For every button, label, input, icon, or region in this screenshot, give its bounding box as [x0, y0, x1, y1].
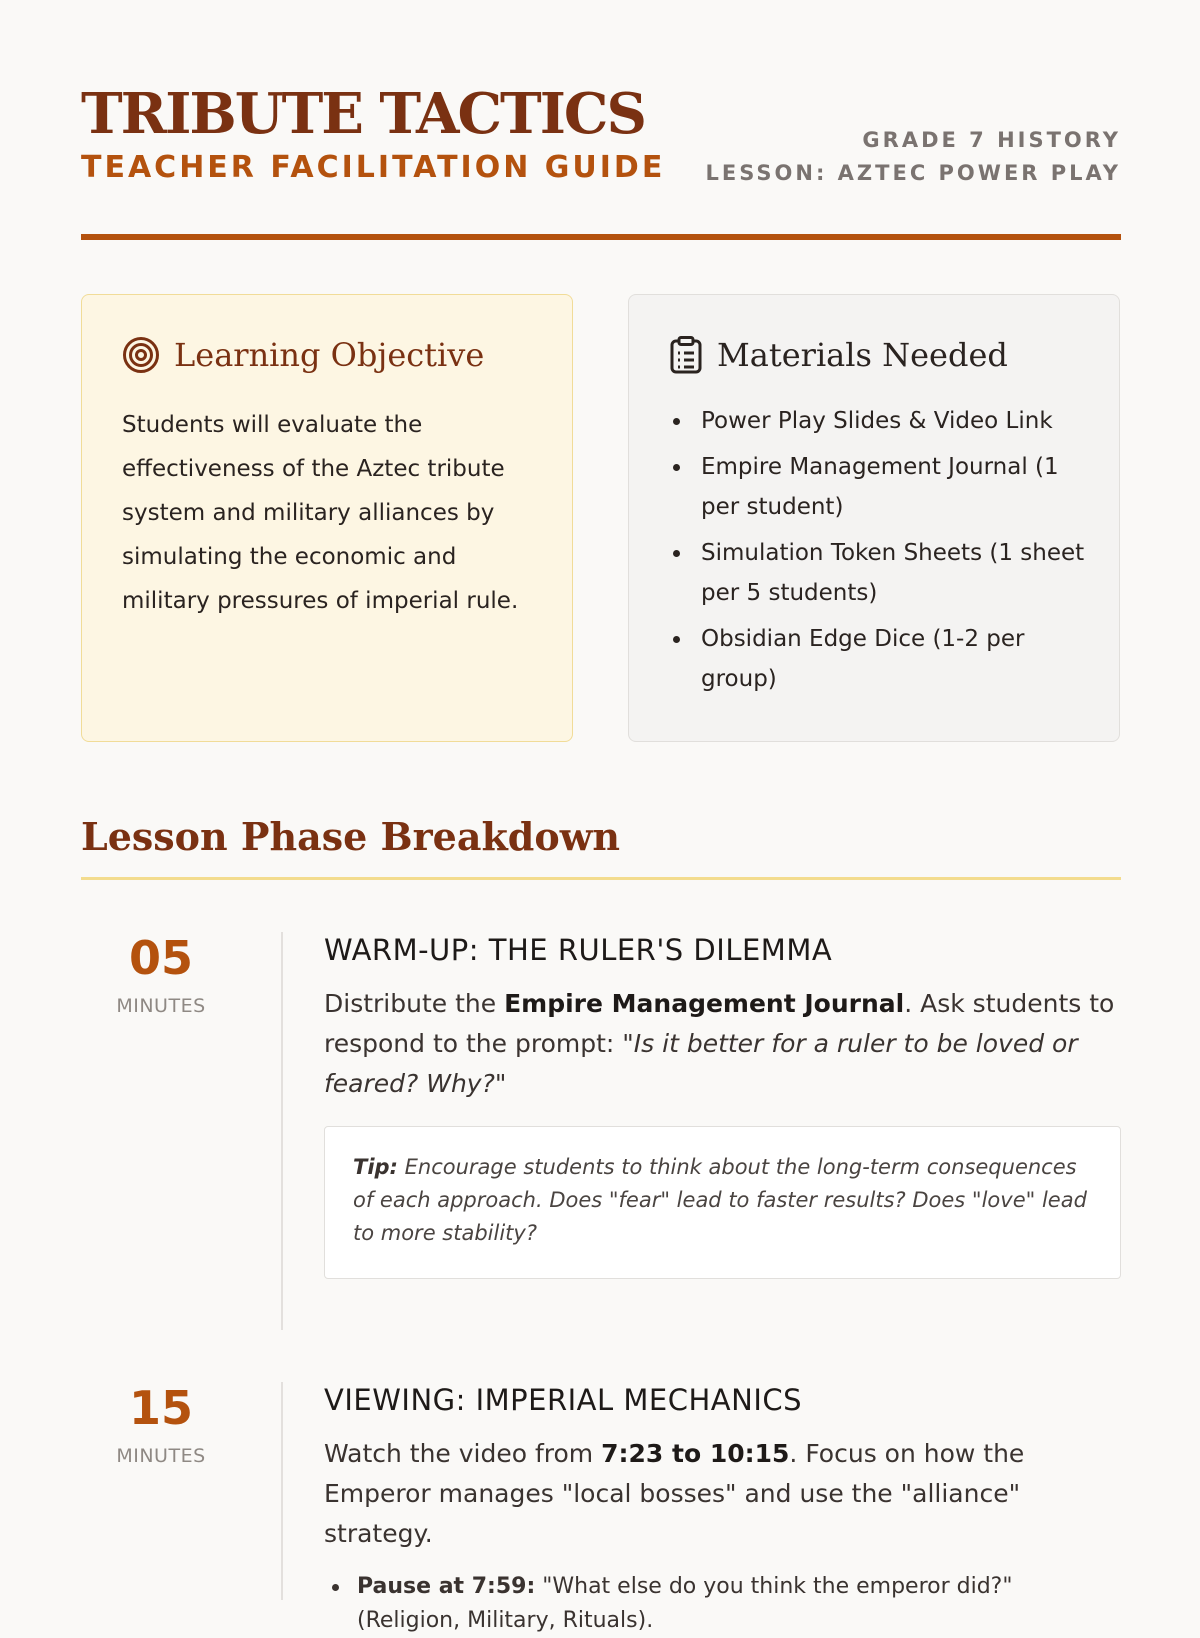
section-divider: [81, 877, 1121, 880]
header-divider: [81, 234, 1121, 240]
list-item: Power Play Slides & Video Link: [701, 401, 1101, 441]
lesson-meta: [706, 124, 1122, 190]
learning-objective-text: Students will evaluate the effectiveness of the Aztec tribute system and military alliances by simulating the economic and military pressures of imperial rule.: [122, 412, 519, 614]
clipboard-icon: [669, 336, 703, 374]
lesson-label: LESSON: AZTEC POWER PLAY: [705, 161, 1121, 185]
phase-text-bold: Empire Management Journal: [504, 989, 905, 1018]
tip-label: Tip:: [353, 1155, 398, 1179]
pause-text: "What else do you think the emperor did?" (Religion, Military, Rituals).: [357, 1574, 1013, 1633]
phase-minutes-label: MINUTES: [116, 1445, 206, 1467]
learning-objective-title: Learning Objective: [174, 336, 485, 374]
phase-prompt-quote: "Is it better for a ruler to be loved or feared? Why?": [324, 1029, 1078, 1098]
phase-text-part: Watch the video from: [324, 1439, 602, 1468]
phase-text-bold: 7:23 to 10:15: [601, 1439, 790, 1468]
phase-timeline-line: [281, 1382, 283, 1600]
phase-description: [324, 1434, 1121, 1554]
phase-minutes: 15: [128, 1381, 193, 1435]
list-item: [324, 1570, 1121, 1638]
tip-box: [324, 1126, 1121, 1279]
page-header: [81, 82, 1121, 192]
pause-label: Pause at 7:59:: [357, 1574, 536, 1599]
pause-points-list: [324, 1570, 1121, 1638]
phase-description: [324, 984, 1121, 1104]
phase-title: WARM-UP: THE RULER'S DILEMMA: [324, 933, 833, 967]
phase-minutes-label: MINUTES: [116, 995, 206, 1017]
phase-title: VIEWING: IMPERIAL MECHANICS: [324, 1383, 803, 1417]
phase-text-part: . Ask students to respond to the prompt:: [324, 989, 1115, 1058]
target-icon: [122, 336, 160, 374]
phase-content: [324, 930, 1121, 1279]
materials-header: [669, 333, 1008, 377]
phase-timeline-line: [281, 932, 283, 1330]
section-title: Lesson Phase Breakdown: [81, 814, 621, 859]
list-item: Empire Management Journal (1 per student): [701, 447, 1101, 527]
phase-duration: [81, 930, 241, 1018]
phase-text-part: . Focus on how the Emperor manages "local bosses" and use the "alliance" strategy.: [324, 1439, 1025, 1548]
materials-list: [701, 401, 1101, 705]
list-item: Obsidian Edge Dice (1-2 per group): [701, 619, 1101, 699]
materials-card: [628, 294, 1120, 742]
phase-content: [324, 1380, 1121, 1638]
page-subtitle: TEACHER FACILITATION GUIDE: [81, 150, 666, 185]
materials-title: Materials Needed: [717, 336, 1008, 374]
phase-text-part: Distribute the: [324, 989, 505, 1018]
learning-objective-card: [81, 294, 573, 742]
learning-objective-header: [122, 333, 484, 377]
page-title: TRIBUTE TACTICS: [81, 81, 645, 147]
grade-label: GRADE 7 HISTORY: [862, 128, 1121, 152]
list-item: Simulation Token Sheets (1 sheet per 5 students): [701, 533, 1101, 613]
phase-minutes: 05: [128, 931, 193, 985]
phase-duration: [81, 1380, 241, 1468]
tip-text: Encourage students to think about the long-term consequences of each approach. Does "fear" lead to faster results? Does "love" lead to more stability?: [353, 1155, 1087, 1245]
